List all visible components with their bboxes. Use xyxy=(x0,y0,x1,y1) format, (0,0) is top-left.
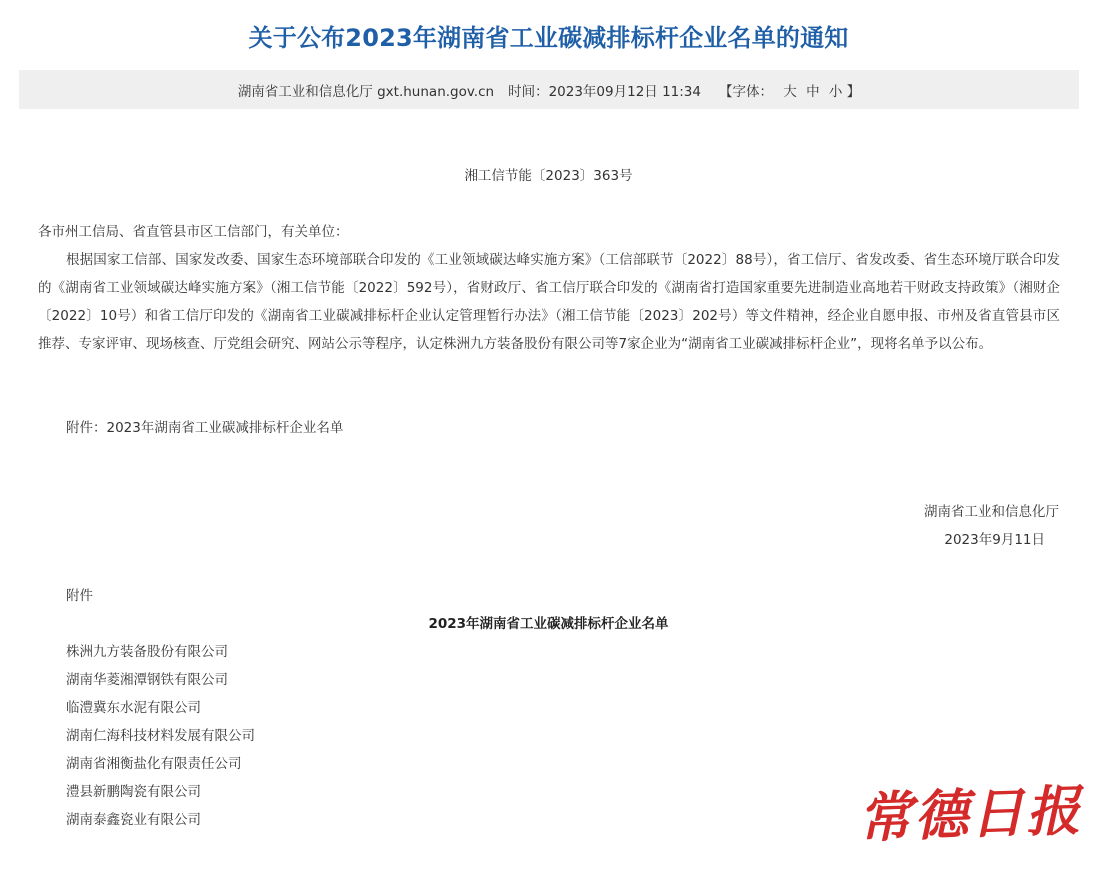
attachment-label: 附件 xyxy=(66,588,93,604)
company-list-title: 2023年湖南省工业碳减排标杆企业名单 xyxy=(428,616,669,632)
list-item: 湖南华菱湘潭钢铁有限公司 xyxy=(66,672,228,688)
font-size-control xyxy=(719,80,860,100)
list-item: 湖南泰鑫瓷业有限公司 xyxy=(66,812,201,828)
issue-date: 2023年9月11日 xyxy=(944,532,1045,548)
list-item: 株洲九方装备股份有限公司 xyxy=(66,644,228,660)
salutation: 各市州工信局、省直管县市区工信部门，有关单位： xyxy=(38,224,349,240)
company-list xyxy=(66,638,255,834)
font-size-large-button[interactable]: 大 xyxy=(783,83,797,100)
list-item: 澧县新鹏陶瓷有限公司 xyxy=(66,784,201,800)
publish-time: 时间：2023年09月12日 11:34 xyxy=(508,83,701,100)
font-size-small-button[interactable]: 小 xyxy=(828,83,843,100)
document-number: 湘工信节能〔2023〕363号 xyxy=(464,168,633,184)
font-size-open-bracket: 【字体： xyxy=(719,83,773,100)
newspaper-watermark-logo: 常德日报 xyxy=(856,778,1084,850)
font-size-close-bracket: 】 xyxy=(846,83,861,100)
list-item: 湖南仁海科技材料发展有限公司 xyxy=(66,728,255,744)
attachment-note: 附件：2023年湖南省工业碳减排标杆企业名单 xyxy=(66,420,344,436)
article-title: 关于公布2023年湖南省工业碳减排标杆企业名单的通知 xyxy=(248,24,849,52)
body-paragraph: 根据国家工信部、国家发改委、国家生态环境部联合印发的《工业领域碳达峰实施方案》（工信部联节〔2022〕88号），省工信厅、省发改委、省生态环境厅联合印发的《湖南省工业领域碳达峰实施方案》（湘工信节能〔2022〕592号），省财政厅、省工信厅联合印发的《湖南省打造国家重要先进制造业高地若干财政支持政策》（湘财企〔2022〕10号）和省工信厅印发的《湖南省工业碳减排标杆企业认定管理暂行办法》（湘工信节能〔2023〕202号）等文件精神，经企业自愿申报、市州及省直管县市区推荐、专家评审、现场核查、厅党组会研究、网站公示等程序，认定株洲九方装备股份有限公司等7家企业为“湖南省工业碳减排标杆企业”，现将名单予以公布。 xyxy=(38,252,1060,352)
article-meta-bar xyxy=(19,70,1079,109)
article-source: 湖南省工业和信息化厅 gxt.hunan.gov.cn xyxy=(237,83,495,100)
list-item: 临澧冀东水泥有限公司 xyxy=(66,700,201,716)
font-size-medium-button[interactable]: 中 xyxy=(806,83,820,100)
list-item: 湖南省湘衡盐化有限责任公司 xyxy=(66,756,242,772)
issuing-authority: 湖南省工业和信息化厅 xyxy=(924,504,1059,520)
